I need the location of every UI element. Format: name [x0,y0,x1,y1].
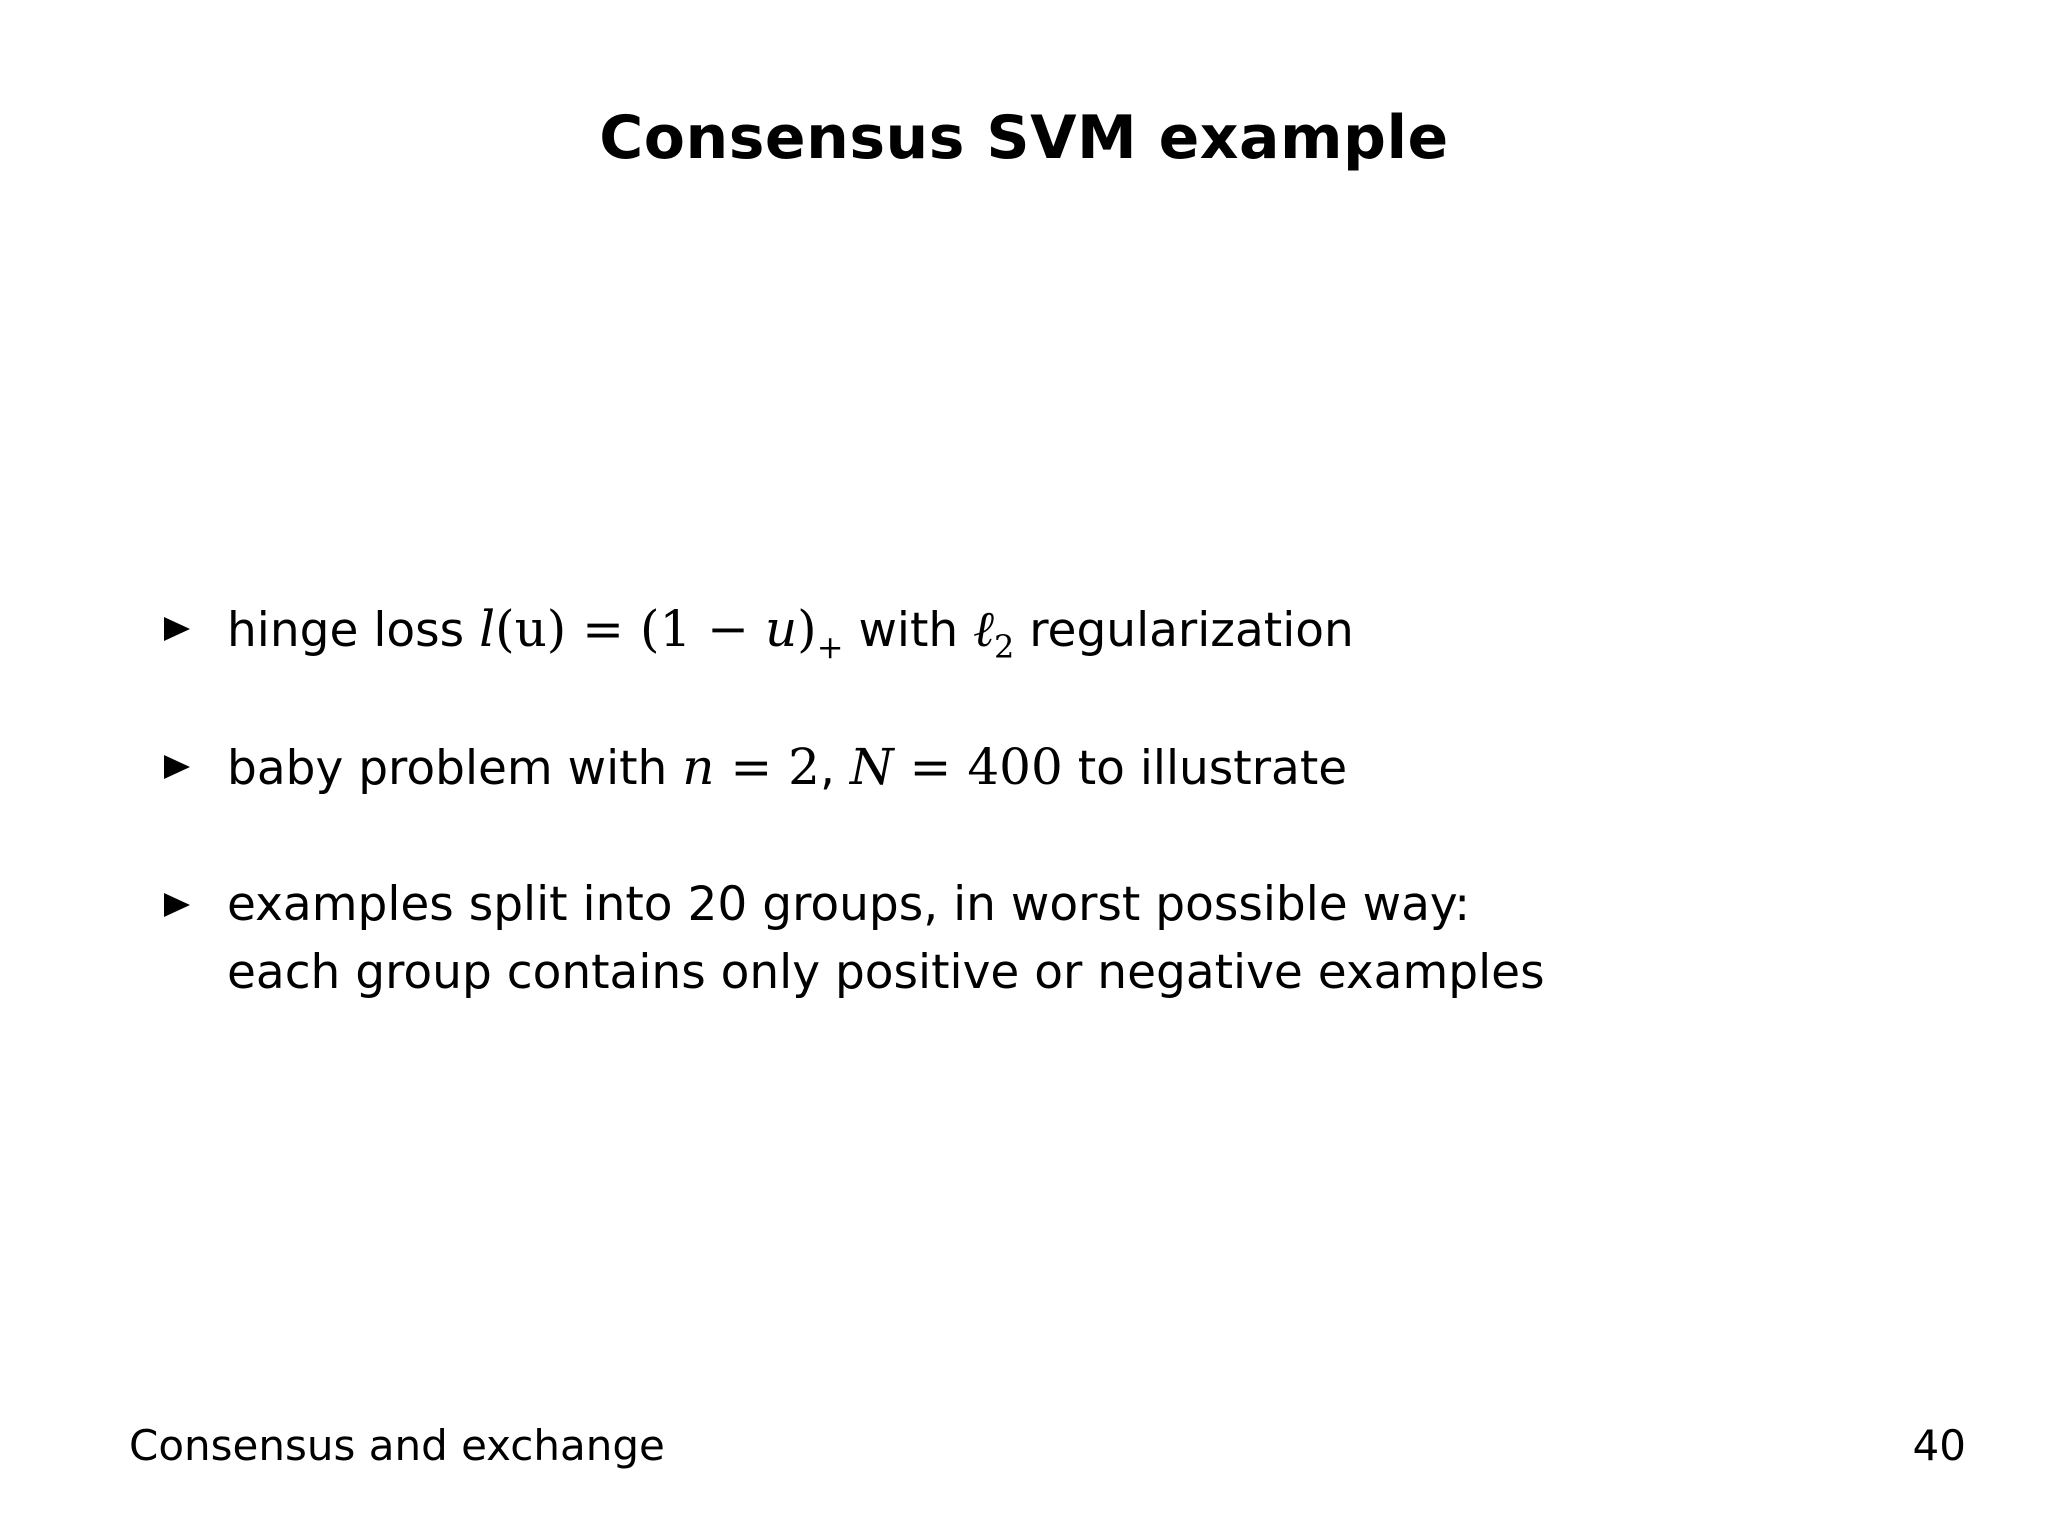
bullet-baby-problem [164,733,1864,803]
math-ell: ℓ [973,600,994,658]
math-plus-subscript: + [816,628,844,666]
math-two-subscript: 2 [993,628,1015,666]
math-l: l [479,600,496,658]
bullet-text: , [820,741,850,796]
bullet-triangle-icon [164,755,190,779]
bullet-hinge-loss [164,595,1864,665]
footer-section-title: Consensus and exchange [129,1421,665,1470]
bullet-text: to illustrate [1062,741,1348,796]
math-n: n [682,738,715,796]
math-N: N [849,738,894,796]
math-close: ) [797,600,817,658]
bullet-examples-split [164,871,1864,1007]
slide-title: Consensus SVM example [599,103,1449,173]
math-eq-n: = 2 [714,738,820,796]
bullet-triangle-icon [164,617,190,641]
bullet-triangle-icon [164,893,190,917]
bullet-text: with [843,603,974,658]
math-eq-N: = 400 [893,738,1063,796]
bullet-text: regularization [1014,603,1354,658]
footer-page-number: 40 [1912,1421,1966,1470]
math-lhs: (u) = (1 − [495,600,765,658]
bullet-text-line-1: examples split into 20 groups, in worst possible way: [227,877,1471,932]
bullet-text-line-2: each group contains only positive or negative examples [227,945,1545,1000]
bullet-list [164,595,1864,1007]
math-u: u [764,600,798,658]
bullet-text: hinge loss [227,603,480,658]
bullet-text: baby problem with [227,741,683,796]
